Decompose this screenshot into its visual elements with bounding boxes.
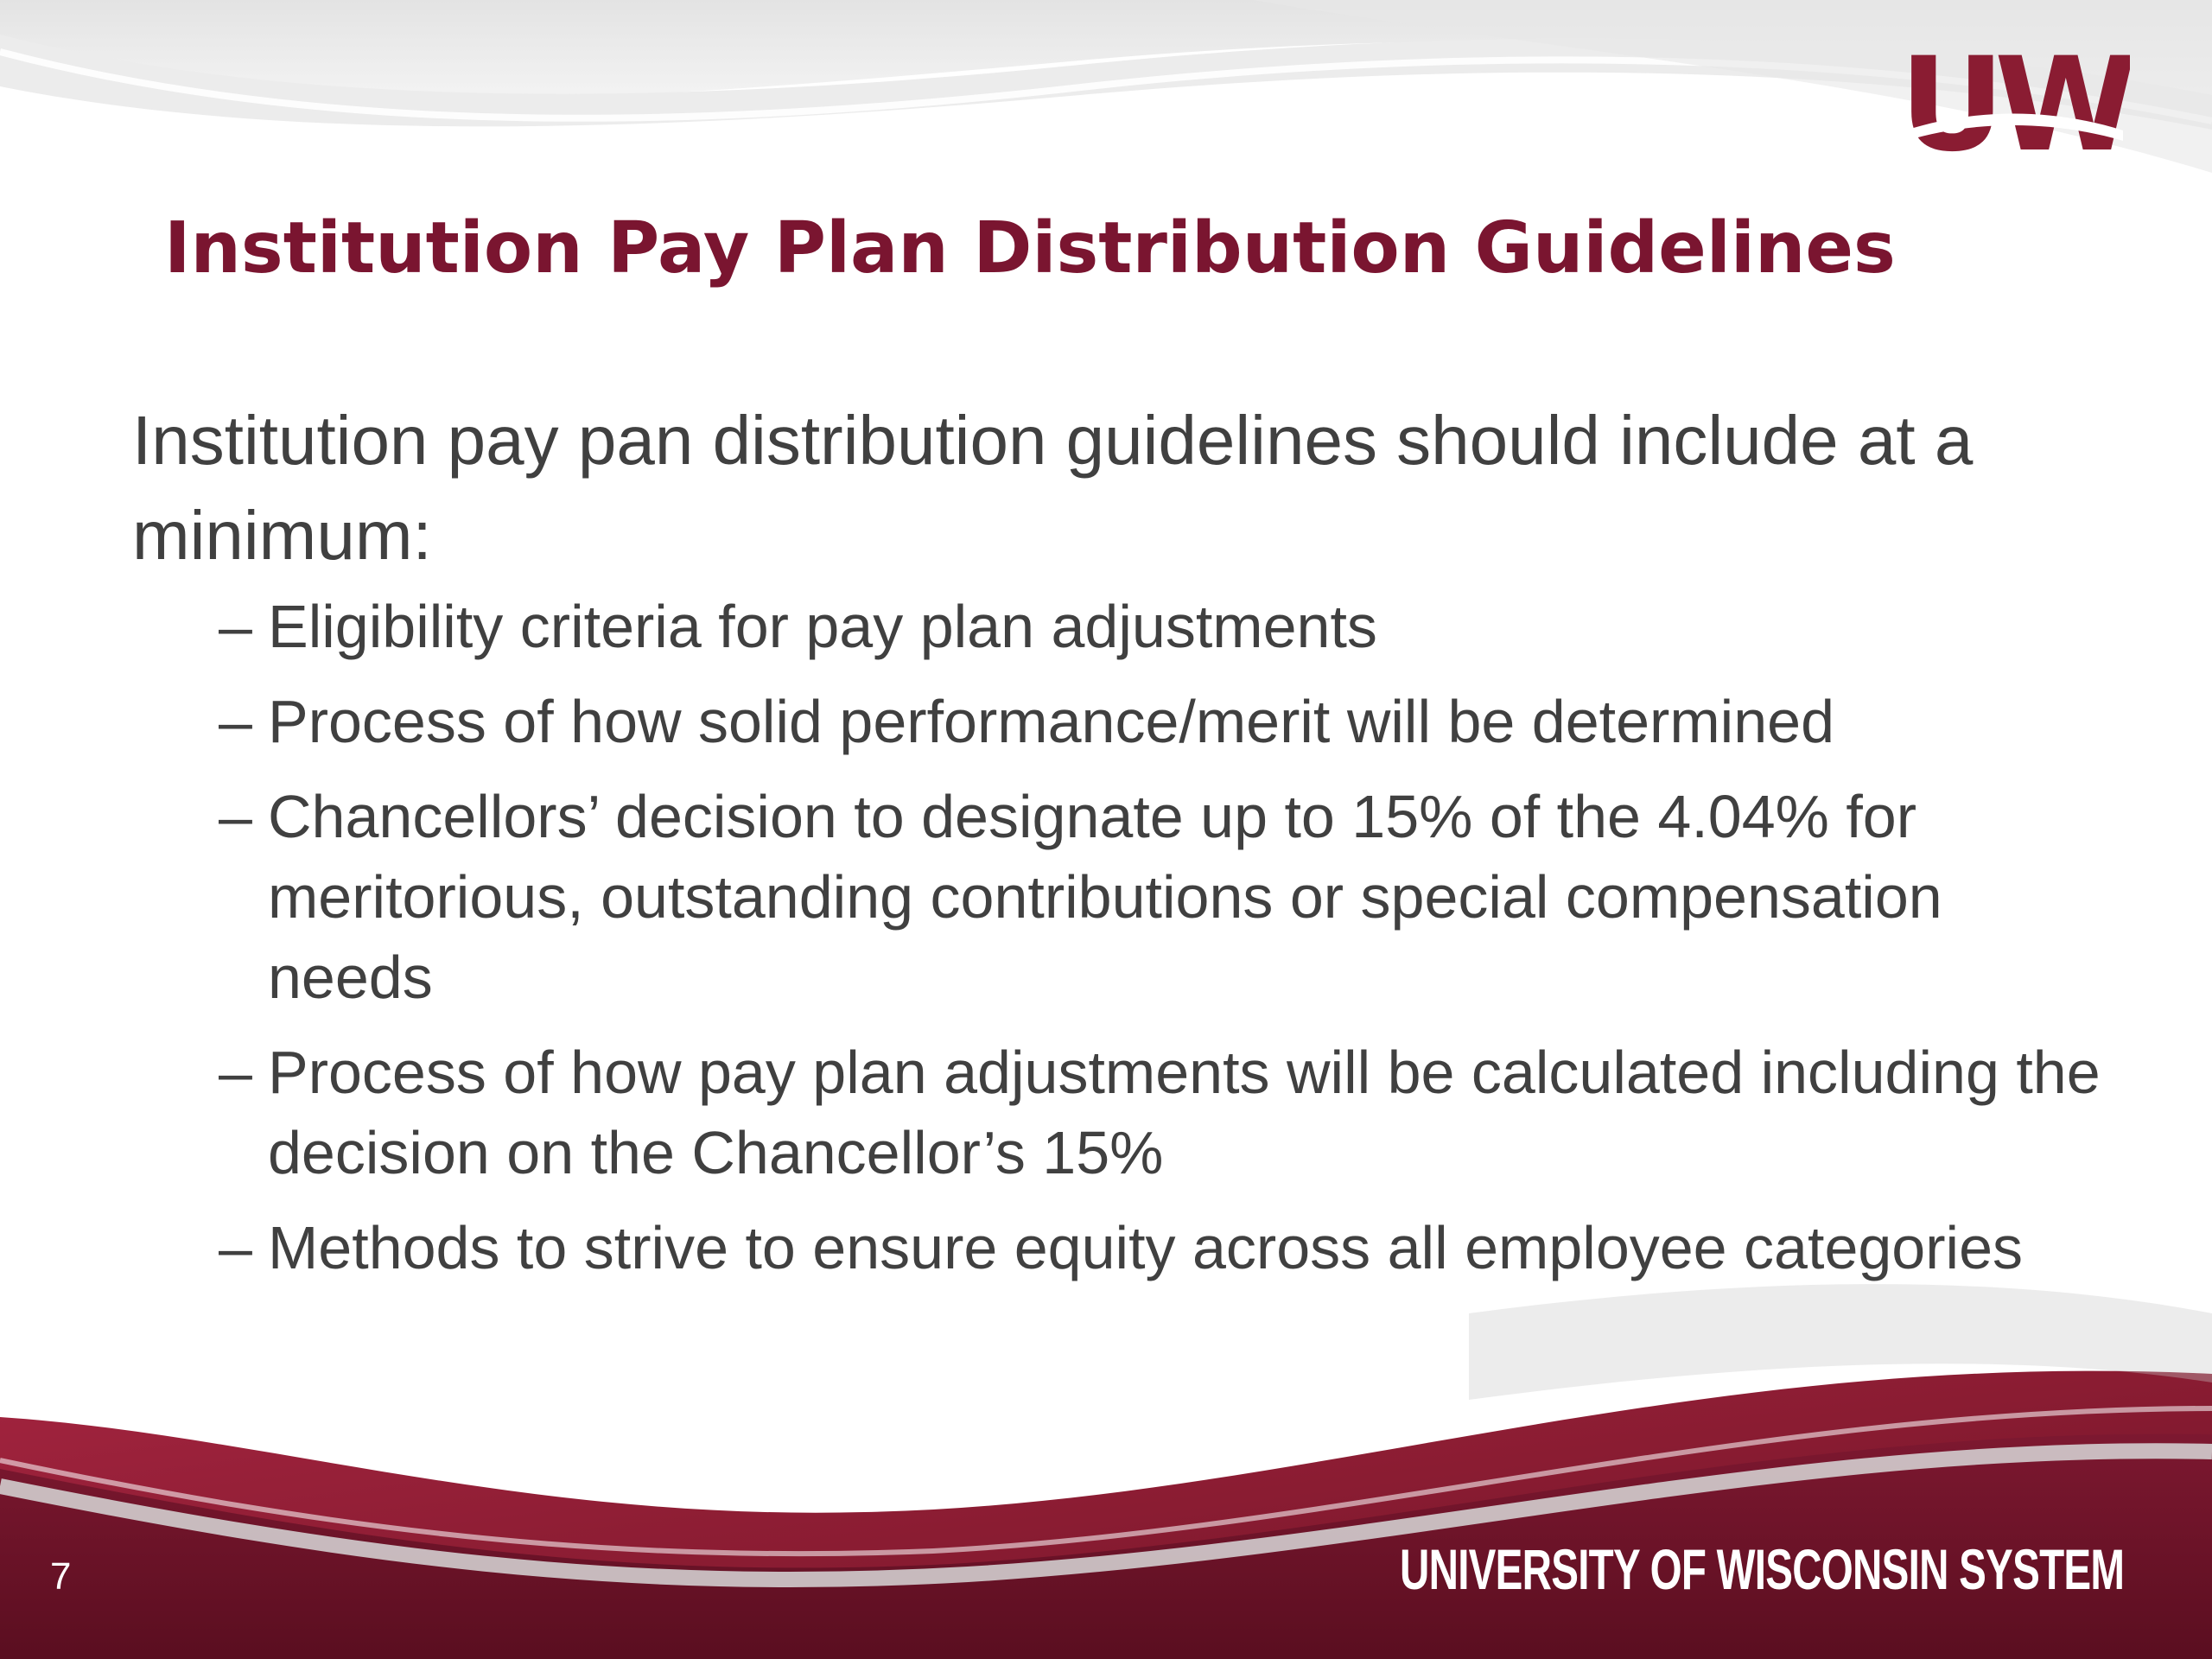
guideline-list [132, 587, 2102, 1288]
slide-body [132, 393, 2102, 1303]
uw-logo-letters: UW [1899, 48, 2127, 177]
list-item-text: Process of how pay plan adjustments will be calculated including the decision on the Chancellor’s 15% [268, 1039, 2101, 1186]
lead-paragraph: Institution pay pan distribution guidelines should include at a minimum: [132, 402, 1974, 574]
list-item [132, 587, 2102, 667]
list-item-text: Process of how solid performance/merit will be determined [268, 688, 1834, 755]
slide-title: Institution Pay Plan Distribution Guidelines [164, 207, 1896, 289]
uw-logo [1897, 48, 2130, 177]
dash-bullet: – [219, 783, 252, 850]
list-item [132, 1208, 2102, 1288]
list-item-text: Methods to strive to ensure equity across all employee categories [268, 1214, 2024, 1281]
list-item-text: Eligibility criteria for pay plan adjustments [268, 593, 1377, 660]
dash-bullet: – [219, 688, 252, 755]
list-item-text: Chancellors’ decision to designate up to 15% of the 4.04% for meritorious, outstanding contributions or special compensation needs [268, 783, 1942, 1011]
list-item [132, 1033, 2102, 1193]
dash-bullet: – [219, 593, 252, 660]
list-item [132, 682, 2102, 762]
list-item [132, 777, 2102, 1018]
dash-bullet: – [219, 1039, 252, 1106]
footer-brand: UNIVERSITY OF WISCONSIN SYSTEM [1399, 1537, 2124, 1601]
dash-bullet: – [219, 1214, 252, 1281]
slide-number: 7 [50, 1555, 72, 1598]
